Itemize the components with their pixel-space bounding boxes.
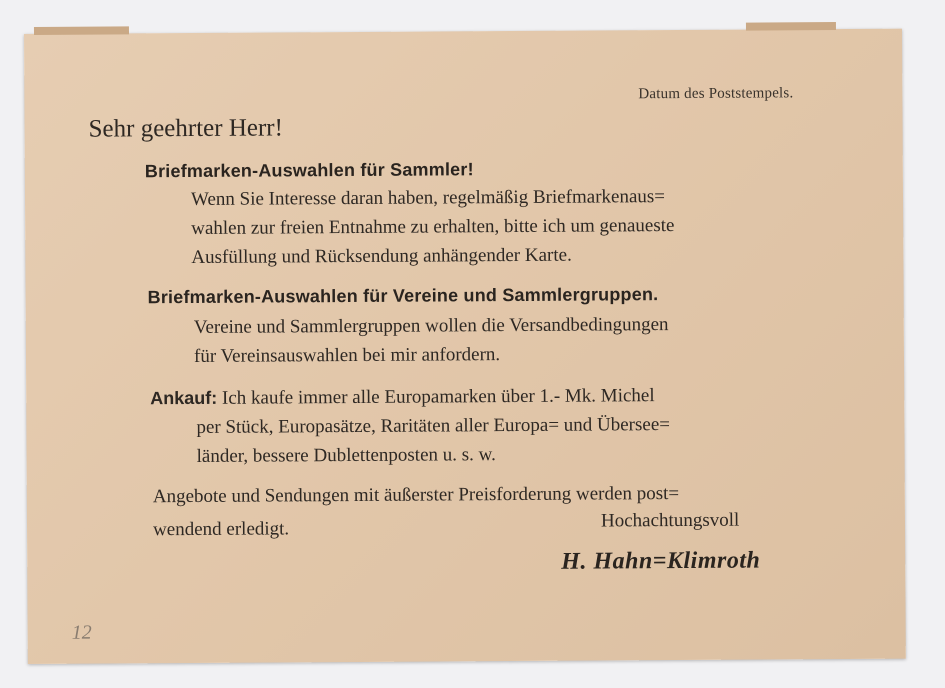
section3-line-1 bbox=[150, 385, 654, 410]
section3-line-3: länder, bessere Dublettenposten u. s. w. bbox=[196, 444, 496, 467]
postcard bbox=[24, 29, 906, 664]
section1-line-2: wahlen zur freien Entnahme zu erhalten, bitte ich um genaueste bbox=[191, 215, 675, 239]
section1-line-1: Wenn Sie Interesse daran haben, regelmäßig Briefmarkenaus= bbox=[190, 186, 666, 210]
pencil-note: 12 bbox=[71, 621, 92, 644]
date-note: Datum des Poststempels. bbox=[638, 85, 794, 103]
section2-line-2: für Vereinsauswahlen bei mir anfordern. bbox=[193, 344, 501, 367]
closing-line-1: Angebote und Sendungen mit äußerster Preisforderung werden post= bbox=[152, 483, 680, 508]
purchase-label: Ankauf: bbox=[150, 387, 218, 409]
purchase-first-line: Ich kaufe immer alle Europamarken über 1.- Mk. Michel bbox=[217, 385, 655, 409]
closing-line-2: wendend erledigt. bbox=[152, 518, 290, 541]
section2-line-1: Vereine und Sammlergruppen wollen die Versandbedingungen bbox=[193, 314, 669, 338]
section1-line-3: Ausfüllung und Rücksendung anhängender Karte. bbox=[191, 244, 572, 268]
section-heading-collectors: Briefmarken-Auswahlen für Sammler! bbox=[144, 159, 474, 182]
section-heading-clubs: Briefmarken-Auswahlen für Vereine und Sammlergruppen. bbox=[147, 284, 659, 308]
paper-tab-left bbox=[34, 26, 129, 35]
regards: Hochachtungsvoll bbox=[600, 509, 740, 532]
section3-line-2: per Stück, Europasätze, Raritäten aller Europa= und Übersee= bbox=[196, 414, 671, 438]
salutation: Sehr geehrter Herr! bbox=[88, 114, 284, 143]
paper-tab-right bbox=[746, 22, 836, 31]
signature: H. Hahn=Klimroth bbox=[561, 547, 761, 575]
